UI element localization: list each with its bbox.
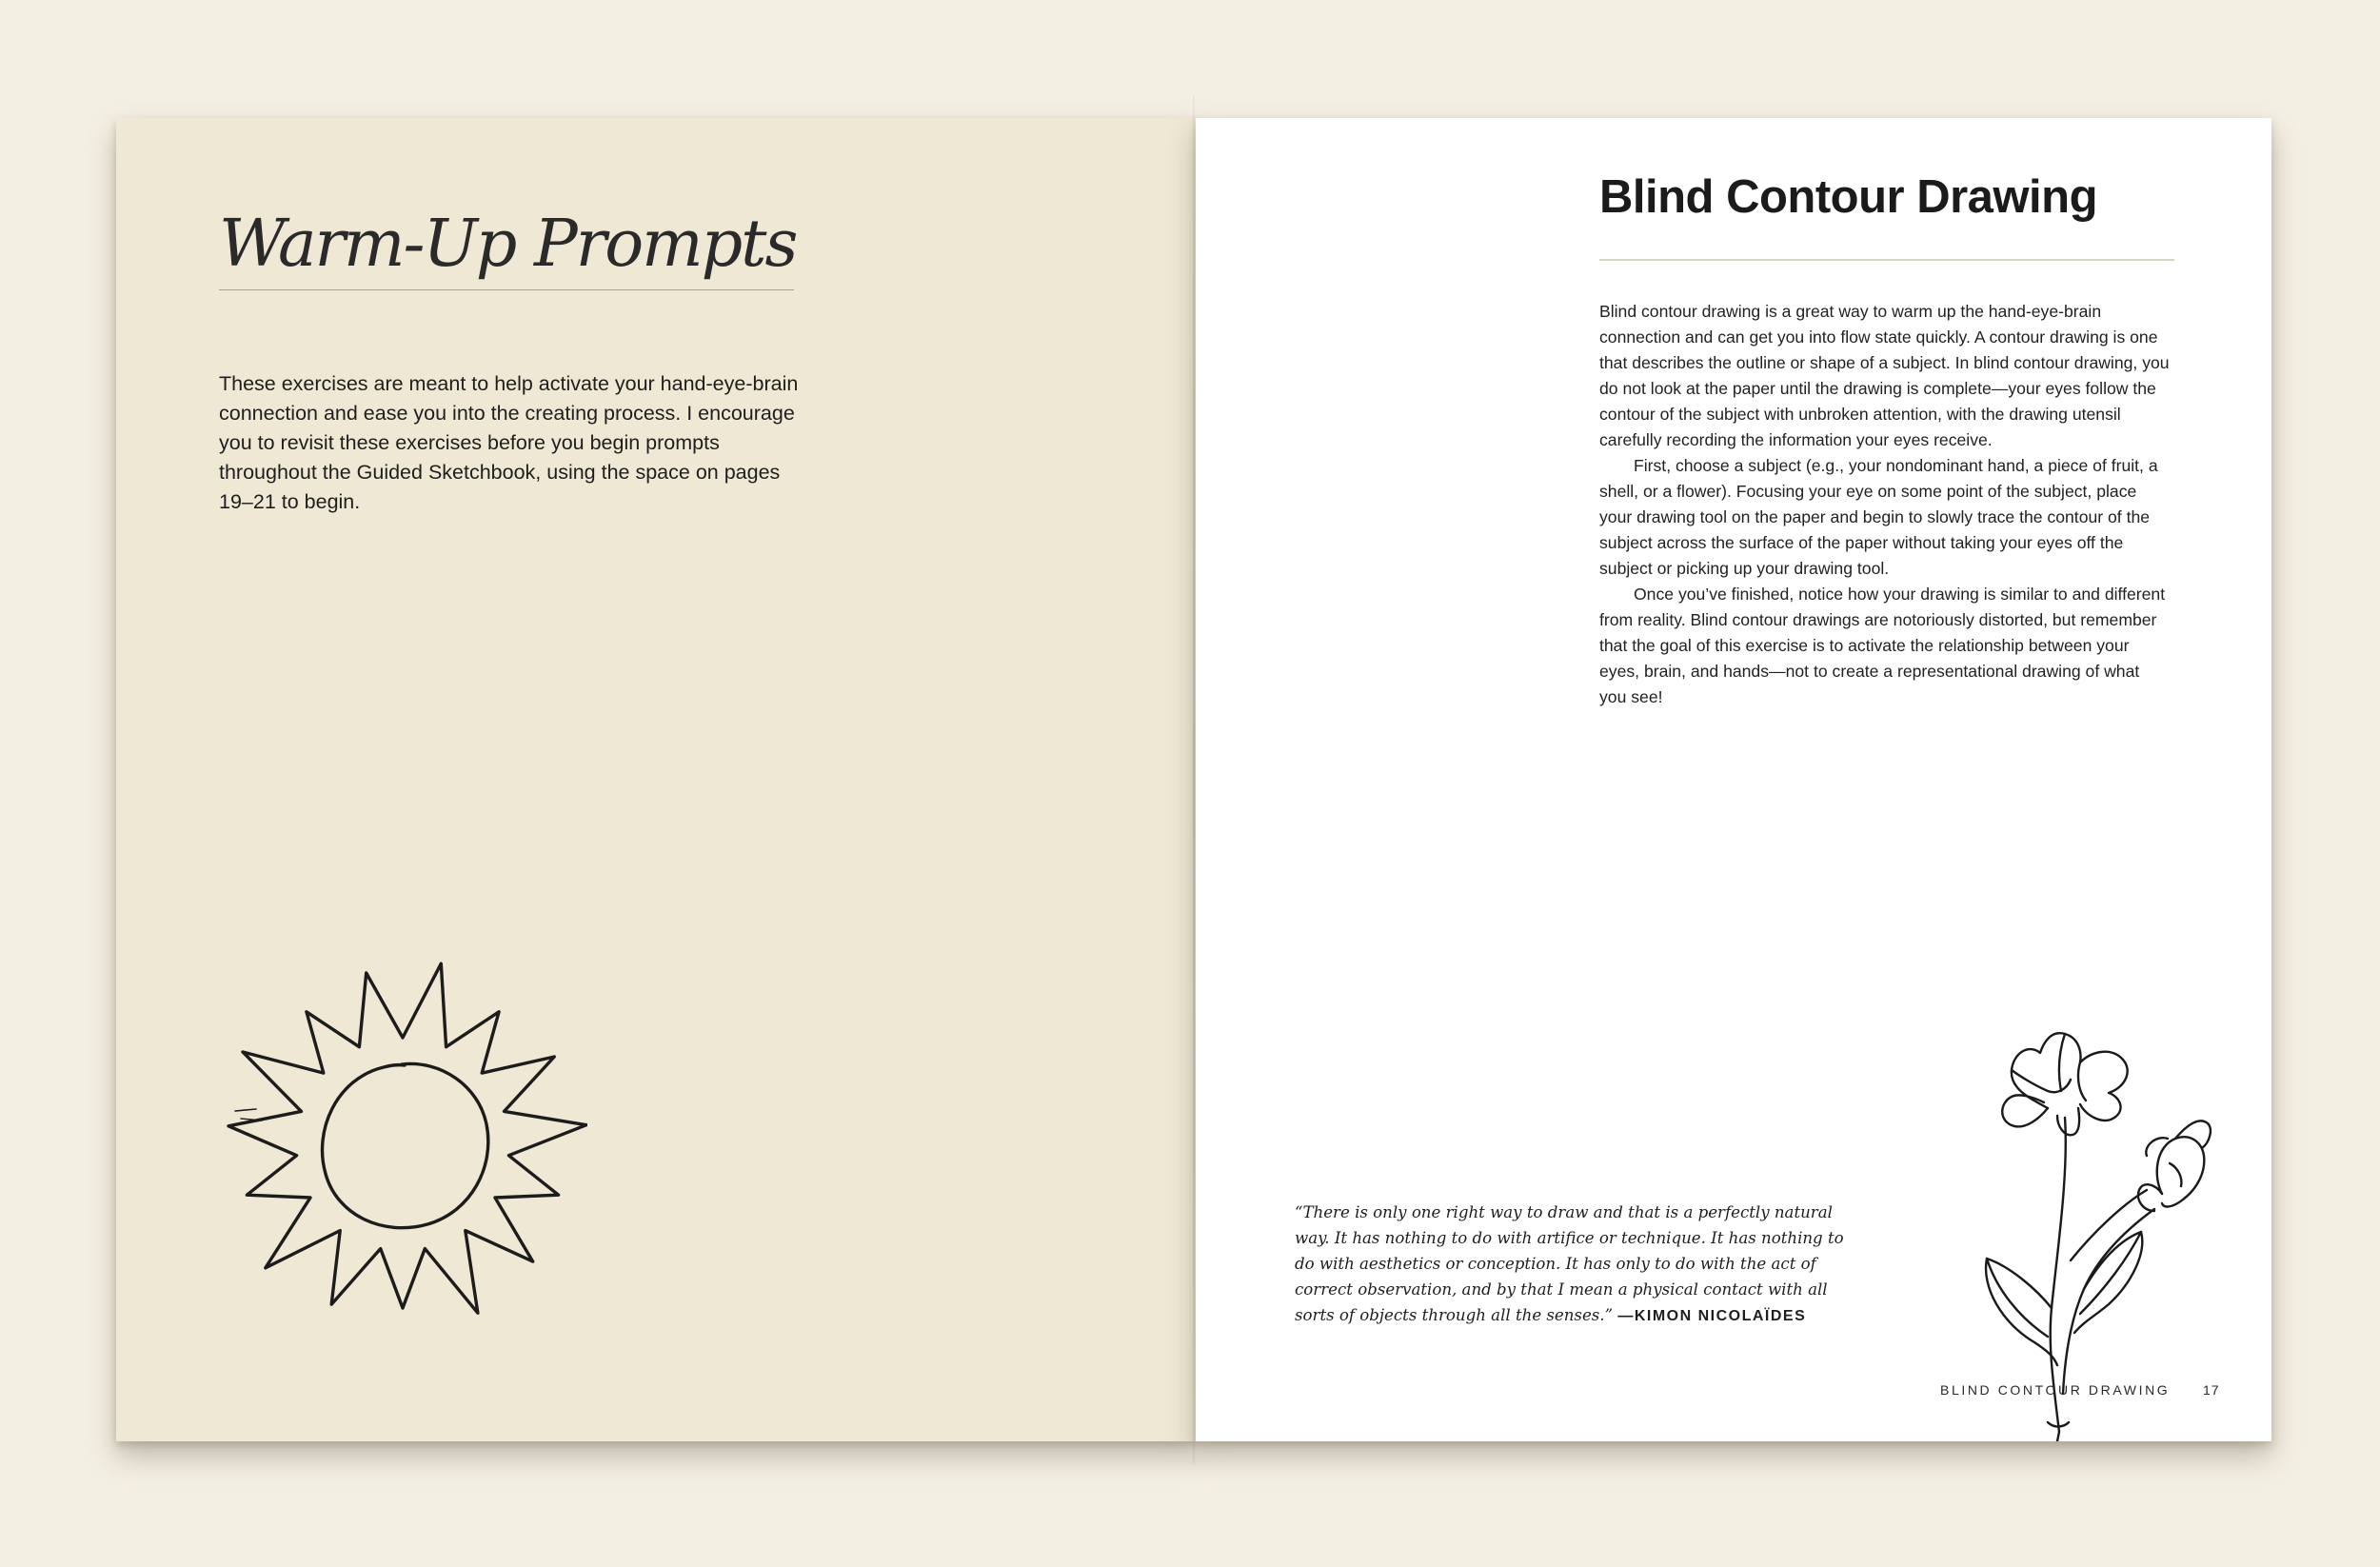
title-divider: [219, 289, 794, 290]
spine-gutter: [1193, 95, 1195, 1464]
left-page-intro: These exercises are meant to help activate your hand-eye-brain connection and ease you into the creating process. I encourage you to revisit these exercises before you begin prompts throughout the Guided Sketchbook, using the space on pages 19–21 to begin.: [219, 372, 799, 513]
quote-author: —KIMON NICOLAÏDES: [1617, 1308, 1807, 1324]
quote-text: “There is only one right way to draw and that is a perfectly natural way. It has nothing to do with artifice or technique. It has nothing to do with aesthetics or conception. It has only to do with the act of correct observation, and by that I mean a physical contact with all sorts of objects through all the senses.”: [1295, 1203, 1844, 1324]
page-number: 17: [2203, 1382, 2220, 1398]
left-page: [116, 118, 1196, 1441]
body-paragraph: Once you’ve finished, notice how your drawing is similar to and different from reality. Blind contour drawings are notoriously distorted, but remember that the goal of this exercise is to activate the relationship between your eyes, brain, and hands—not to create a representational drawing of what you see!: [1599, 585, 2166, 706]
sun-sketch-icon: [216, 959, 587, 1330]
right-page: [1196, 118, 2271, 1441]
body-text: [1599, 299, 2171, 710]
flower-line-drawing-icon: [1953, 1003, 2219, 1441]
running-footer-section: BLIND CONTOUR DRAWING: [1940, 1382, 2171, 1398]
body-paragraph: First, choose a subject (e.g., your nondominant hand, a piece of fruit, a shell, or a flower). Focusing your eye on some point of the subject, place your drawing tool on the paper and begin to slowly trace the contour of the subject across the surface of the paper without taking your eyes off the subject or picking up your drawing tool.: [1599, 456, 2158, 578]
left-page-title: Warm-Up Prompts: [219, 207, 797, 282]
pull-quote: [1295, 1200, 1856, 1329]
body-paragraph: Blind contour drawing is a great way to warm up the hand-eye-brain connection and can get you into flow state quickly. A contour drawing is one that describes the outline or shape of a subject. In blind contour drawing, you do not look at the paper until the drawing is complete—your eyes follow the contour of the subject with unbroken attention, with the drawing utensil carefully recording the information your eyes receive.: [1599, 302, 2170, 449]
right-page-title: Blind Contour Drawing: [1599, 171, 2097, 223]
title-divider: [1599, 259, 2174, 261]
